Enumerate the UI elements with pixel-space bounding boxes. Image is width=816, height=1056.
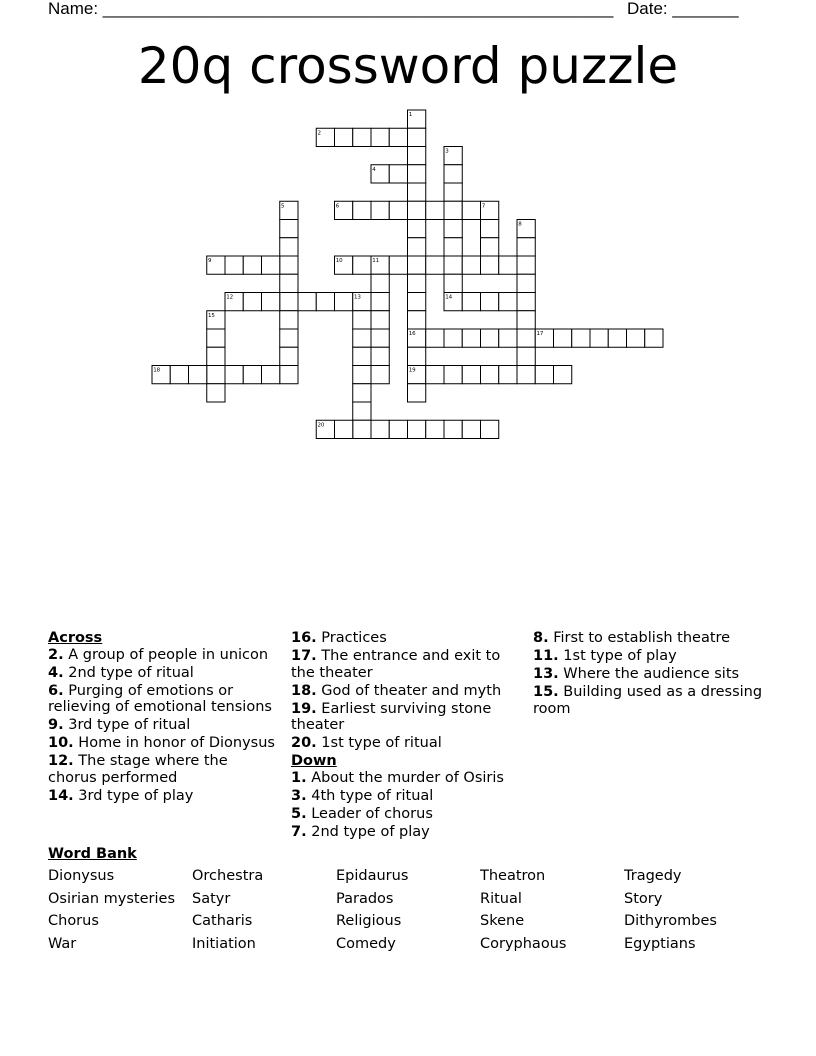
down-clue-13 bbox=[533, 666, 773, 683]
grid-cell[interactable] bbox=[444, 165, 462, 183]
grid-cell[interactable] bbox=[170, 366, 188, 384]
grid-cell[interactable] bbox=[590, 329, 608, 347]
grid-cell[interactable] bbox=[426, 420, 444, 438]
clue-text: A group of people in unicon bbox=[63, 646, 269, 663]
clue-text: Home in honor of Dionysus bbox=[73, 735, 275, 751]
word-bank-item: Chorus bbox=[48, 913, 99, 929]
across-clue-6 bbox=[48, 683, 280, 716]
down-clue-list-b bbox=[533, 630, 773, 717]
grid-cell[interactable] bbox=[408, 220, 426, 238]
clue-number: 6. bbox=[48, 682, 64, 699]
grid-cell[interactable] bbox=[353, 128, 371, 146]
clue-text: About the murder of Osiris bbox=[306, 769, 504, 786]
across-clue-17 bbox=[291, 648, 511, 681]
grid-cell[interactable] bbox=[444, 329, 462, 347]
grid-cell[interactable] bbox=[353, 311, 371, 329]
word-bank-item: Story bbox=[624, 891, 663, 907]
grid-cell[interactable] bbox=[444, 238, 462, 256]
grid-cell[interactable] bbox=[207, 384, 225, 402]
clue-number: 8. bbox=[533, 630, 549, 646]
grid-cell[interactable] bbox=[517, 366, 535, 384]
clues-column-3 bbox=[533, 630, 773, 719]
grid-cell[interactable] bbox=[517, 274, 535, 292]
word-bank-item: Dithyrombes bbox=[624, 913, 717, 929]
down-clue-8 bbox=[533, 630, 773, 647]
clue-number: 1 bbox=[408, 112, 413, 118]
grid-cell[interactable] bbox=[371, 293, 389, 311]
grid-cell[interactable] bbox=[389, 201, 407, 219]
grid-cell[interactable] bbox=[189, 366, 207, 384]
clue-text: God of theater and myth bbox=[316, 682, 502, 699]
grid-cell[interactable] bbox=[335, 293, 353, 311]
clue-number: 15 bbox=[207, 312, 215, 319]
word-bank-item: Coryphaous bbox=[480, 936, 567, 952]
clue-number: 12 bbox=[226, 294, 234, 301]
grid-cell[interactable] bbox=[298, 293, 316, 311]
word-bank-item: Ritual bbox=[480, 891, 522, 907]
across-heading: Across bbox=[48, 630, 103, 646]
clue-number: 5. bbox=[291, 805, 307, 822]
clue-number: 4 bbox=[372, 166, 376, 173]
grid-cell[interactable] bbox=[243, 256, 261, 274]
across-clue-list-a bbox=[48, 647, 280, 805]
grid-cell[interactable] bbox=[280, 329, 298, 347]
clue-text: 1st type of ritual bbox=[316, 735, 442, 751]
clues-column-1 bbox=[48, 630, 280, 806]
crossword-grid bbox=[0, 0, 816, 460]
grid-cell[interactable] bbox=[444, 220, 462, 238]
down-clue-list-a bbox=[291, 770, 511, 841]
grid-cell[interactable] bbox=[408, 165, 426, 183]
grid-cell[interactable] bbox=[225, 256, 243, 274]
clue-number: 4. bbox=[48, 664, 64, 681]
grid-cell[interactable] bbox=[462, 329, 480, 347]
grid-cell[interactable] bbox=[371, 420, 389, 438]
clue-number: 3 bbox=[445, 148, 449, 155]
clue-number: 7 bbox=[481, 203, 486, 210]
grid-cell[interactable] bbox=[481, 238, 499, 256]
grid-cell[interactable] bbox=[408, 420, 426, 438]
word-bank-item: Religious bbox=[336, 913, 402, 929]
grid-cell[interactable] bbox=[389, 128, 407, 146]
grid-cell[interactable] bbox=[462, 420, 480, 438]
clue-number: 12. bbox=[48, 753, 74, 769]
grid-cell[interactable] bbox=[499, 256, 517, 274]
down-clue-3 bbox=[291, 788, 511, 805]
grid-cell[interactable] bbox=[481, 293, 499, 311]
grid-cell[interactable] bbox=[554, 366, 572, 384]
word-bank-item: Orchestra bbox=[192, 868, 264, 884]
clue-text: Building used as a dressing room bbox=[533, 684, 763, 717]
grid-cell[interactable] bbox=[499, 366, 517, 384]
word-bank-item: Comedy bbox=[336, 936, 396, 952]
grid-cell[interactable] bbox=[481, 420, 499, 438]
grid-cell[interactable] bbox=[426, 201, 444, 219]
clue-text: 3rd type of ritual bbox=[63, 717, 191, 733]
grid-cell[interactable] bbox=[426, 366, 444, 384]
across-clue-9 bbox=[48, 717, 280, 734]
grid-cell[interactable] bbox=[389, 420, 407, 438]
word-bank-item: Tragedy bbox=[624, 868, 682, 884]
word-bank-item: Catharis bbox=[192, 913, 253, 929]
clue-number: 13. bbox=[533, 666, 559, 682]
clue-text: Leader of chorus bbox=[306, 805, 433, 822]
word-bank-item: Osirian mysteries bbox=[48, 891, 176, 907]
grid-cell[interactable] bbox=[207, 366, 225, 384]
across-clue-2 bbox=[48, 647, 280, 664]
clue-number: 10 bbox=[335, 258, 343, 264]
grid-cell[interactable] bbox=[444, 366, 462, 384]
grid-cell[interactable] bbox=[444, 420, 462, 438]
grid-cell[interactable] bbox=[353, 420, 371, 438]
page-title: 20q crossword puzzle bbox=[137, 37, 679, 95]
clue-number: 20 bbox=[317, 422, 325, 429]
clue-number: 17. bbox=[291, 648, 317, 664]
clue-text: Earliest surviving stone theater bbox=[291, 700, 492, 733]
across-clue-19 bbox=[291, 701, 511, 734]
grid-cell[interactable] bbox=[627, 329, 645, 347]
grid-cell[interactable] bbox=[517, 293, 535, 311]
word-bank-item: Initiation bbox=[192, 936, 256, 952]
grid-cell[interactable] bbox=[353, 366, 371, 384]
grid-cell[interactable] bbox=[408, 384, 426, 402]
down-clue-7 bbox=[291, 824, 511, 841]
grid-cell[interactable] bbox=[371, 201, 389, 219]
grid-cell[interactable] bbox=[280, 347, 298, 365]
grid-cell[interactable] bbox=[517, 256, 535, 274]
grid-cell[interactable] bbox=[408, 128, 426, 146]
grid-cell[interactable] bbox=[645, 329, 663, 347]
down-clue-11 bbox=[533, 648, 773, 665]
grid-cell[interactable] bbox=[225, 366, 243, 384]
grid-cell[interactable] bbox=[316, 293, 334, 311]
grid-cell[interactable] bbox=[517, 329, 535, 347]
across-clue-16 bbox=[291, 630, 511, 647]
grid-cell[interactable] bbox=[535, 366, 553, 384]
clue-text: 3rd type of play bbox=[73, 787, 194, 804]
clue-number: 2. bbox=[48, 646, 64, 663]
grid-cell[interactable] bbox=[426, 329, 444, 347]
clue-number: 8 bbox=[518, 221, 522, 228]
clue-number: 10. bbox=[48, 735, 74, 751]
grid-cell[interactable] bbox=[408, 274, 426, 292]
grid-cell[interactable] bbox=[280, 256, 298, 274]
grid-cell[interactable] bbox=[517, 311, 535, 329]
grid-cell[interactable] bbox=[408, 183, 426, 201]
down-heading: Down bbox=[291, 753, 337, 769]
grid-cell[interactable] bbox=[353, 256, 371, 274]
down-clue-5 bbox=[291, 806, 511, 823]
grid-cell[interactable] bbox=[353, 329, 371, 347]
grid-cell[interactable] bbox=[280, 366, 298, 384]
grid-cell[interactable] bbox=[371, 329, 389, 347]
grid-cell[interactable] bbox=[408, 256, 426, 274]
clue-text: 1st type of play bbox=[558, 648, 677, 664]
word-bank-item: Satyr bbox=[192, 891, 231, 907]
across-clue-20 bbox=[291, 735, 511, 752]
clue-text: First to establish theatre bbox=[548, 630, 731, 646]
grid-cell[interactable] bbox=[444, 256, 462, 274]
grid-cell[interactable] bbox=[262, 293, 280, 311]
grid-cell[interactable] bbox=[389, 165, 407, 183]
grid-cell[interactable] bbox=[280, 220, 298, 238]
grid-cell[interactable] bbox=[280, 238, 298, 256]
grid-cell[interactable] bbox=[444, 274, 462, 292]
grid-cell[interactable] bbox=[353, 402, 371, 420]
clue-number: 9 bbox=[207, 258, 212, 264]
grid-cell[interactable] bbox=[207, 347, 225, 365]
grid-cell[interactable] bbox=[371, 347, 389, 365]
clue-number: 11 bbox=[372, 258, 380, 264]
grid-cell[interactable] bbox=[481, 256, 499, 274]
clue-number: 1. bbox=[291, 769, 307, 786]
word-bank-item: Theatron bbox=[480, 868, 546, 884]
grid-cell[interactable] bbox=[280, 311, 298, 329]
grid-cell[interactable] bbox=[517, 238, 535, 256]
grid-cell[interactable] bbox=[371, 274, 389, 292]
clue-number: 11. bbox=[533, 648, 559, 664]
grid-cell[interactable] bbox=[481, 220, 499, 238]
clue-number: 16 bbox=[408, 331, 416, 337]
clue-number: 6 bbox=[335, 203, 340, 210]
clue-text: Practices bbox=[316, 630, 387, 646]
clue-number: 19. bbox=[291, 700, 317, 717]
name-field-label: Name: ______________________________________________________ bbox=[48, 0, 614, 18]
clue-text: 4th type of ritual bbox=[306, 787, 434, 804]
clue-number: 9. bbox=[48, 717, 64, 733]
grid-cell[interactable] bbox=[426, 256, 444, 274]
grid-cell[interactable] bbox=[462, 293, 480, 311]
clue-text: 2nd type of ritual bbox=[63, 664, 194, 681]
clues-column-2 bbox=[291, 630, 511, 842]
across-clue-18 bbox=[291, 683, 511, 700]
grid-cell[interactable] bbox=[408, 311, 426, 329]
grid-cell[interactable] bbox=[408, 201, 426, 219]
across-clue-list-b bbox=[291, 630, 511, 752]
clue-number: 3. bbox=[291, 787, 307, 804]
grid-cell[interactable] bbox=[280, 293, 298, 311]
grid-cell[interactable] bbox=[353, 347, 371, 365]
clue-text: Where the audience sits bbox=[558, 666, 740, 682]
word-bank-item: Dionysus bbox=[48, 868, 115, 884]
clue-number: 14. bbox=[48, 787, 74, 804]
date-field-label: Date: _______ bbox=[627, 0, 739, 18]
clue-number: 7. bbox=[291, 823, 307, 840]
word-bank-title: Word Bank bbox=[48, 846, 137, 862]
word-bank-item: Egyptians bbox=[624, 936, 696, 952]
clue-text: Purging of emotions or relieving of emotional tensions bbox=[48, 682, 272, 715]
grid-cell[interactable] bbox=[572, 329, 590, 347]
grid-cell[interactable] bbox=[371, 366, 389, 384]
grid-cell[interactable] bbox=[243, 366, 261, 384]
clue-number: 19 bbox=[408, 367, 416, 374]
clue-number: 15. bbox=[533, 684, 559, 700]
clue-text: The entrance and exit to the theater bbox=[291, 648, 501, 681]
clue-number: 5 bbox=[280, 203, 285, 210]
down-clue-1 bbox=[291, 770, 511, 787]
down-clue-15 bbox=[533, 684, 773, 717]
clue-text: 2nd type of play bbox=[306, 823, 430, 840]
grid-cell[interactable] bbox=[517, 347, 535, 365]
clue-text: The stage where the chorus performed bbox=[48, 753, 228, 786]
word-bank-item: Parados bbox=[336, 891, 394, 907]
grid-cell[interactable] bbox=[499, 329, 517, 347]
word-bank-item: War bbox=[48, 936, 77, 952]
clue-number: 14 bbox=[445, 294, 453, 301]
grid-cell[interactable] bbox=[335, 128, 353, 146]
grid-cell[interactable] bbox=[462, 256, 480, 274]
across-clue-12 bbox=[48, 753, 280, 786]
grid-cell[interactable] bbox=[481, 366, 499, 384]
clue-number: 17 bbox=[536, 331, 544, 337]
grid-cell[interactable] bbox=[371, 311, 389, 329]
grid-cell[interactable] bbox=[371, 128, 389, 146]
clue-number: 18. bbox=[291, 682, 317, 699]
clue-number: 2 bbox=[317, 130, 321, 137]
grid-cell[interactable] bbox=[554, 329, 572, 347]
grid-cell[interactable] bbox=[408, 147, 426, 165]
grid-cell[interactable] bbox=[243, 293, 261, 311]
grid-cell[interactable] bbox=[353, 201, 371, 219]
grid-cell[interactable] bbox=[408, 293, 426, 311]
grid-cell[interactable] bbox=[280, 274, 298, 292]
grid-cell[interactable] bbox=[444, 201, 462, 219]
grid-cell[interactable] bbox=[335, 420, 353, 438]
word-bank-item: Epidaurus bbox=[336, 868, 409, 884]
grid-cell[interactable] bbox=[207, 329, 225, 347]
grid-cell[interactable] bbox=[353, 384, 371, 402]
grid-cell[interactable] bbox=[499, 293, 517, 311]
grid-cell[interactable] bbox=[462, 201, 480, 219]
grid-cell[interactable] bbox=[608, 329, 626, 347]
across-clue-10 bbox=[48, 735, 280, 752]
word-bank-item: Skene bbox=[480, 913, 525, 929]
grid-cell[interactable] bbox=[462, 366, 480, 384]
grid-cell[interactable] bbox=[481, 329, 499, 347]
clue-number: 13 bbox=[353, 294, 361, 301]
grid-cell[interactable] bbox=[408, 238, 426, 256]
grid-cell[interactable] bbox=[389, 256, 407, 274]
across-clue-14 bbox=[48, 788, 280, 805]
grid-cell[interactable] bbox=[262, 366, 280, 384]
clue-number: 20. bbox=[291, 735, 317, 751]
across-clue-4 bbox=[48, 665, 280, 682]
clue-number: 18 bbox=[153, 367, 161, 374]
grid-cell[interactable] bbox=[408, 347, 426, 365]
clue-number: 16. bbox=[291, 630, 317, 646]
grid-cell[interactable] bbox=[444, 183, 462, 201]
grid-cell[interactable] bbox=[262, 256, 280, 274]
